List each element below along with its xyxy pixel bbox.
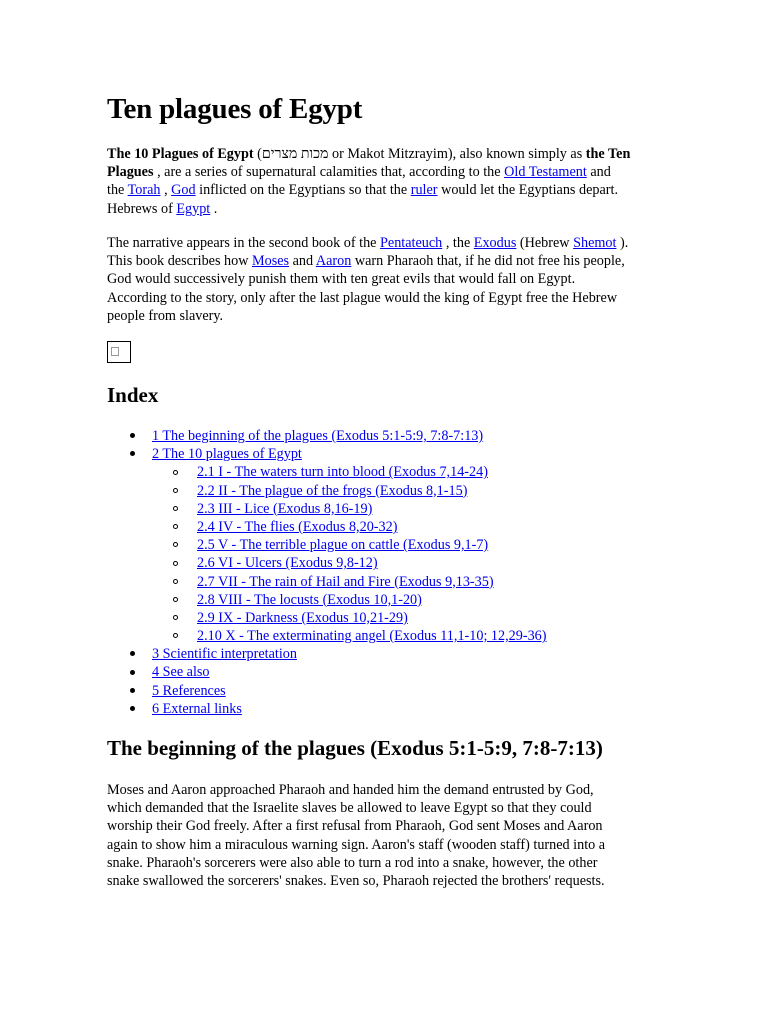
intro-paragraph (107, 145, 630, 218)
toc-link[interactable]: 2.5 V - The terrible plague on cattle (Exodus 9,1-7) (197, 537, 489, 554)
circle-bullet-icon (173, 463, 178, 481)
toc-link[interactable]: 2.1 I - The waters turn into blood (Exodus 7,14-24) (197, 464, 488, 481)
narrative-line: people from slavery. (107, 307, 224, 324)
circle-bullet-icon (173, 518, 178, 536)
table-of-contents (107, 427, 547, 718)
circle-bullet-icon (173, 500, 178, 518)
narrative-paragraph (107, 234, 628, 325)
text: inflicted on the Egyptians so that the (195, 182, 411, 199)
intro-line (107, 145, 630, 163)
text: , are a series of supernatural calamities that, according to the (153, 164, 505, 181)
section-line: worship their God freely. After a first refusal from Pharaoh, God sent Moses and Aaron (107, 818, 603, 835)
toc-item (107, 591, 547, 609)
circle-bullet-icon (173, 554, 178, 572)
narrative-line: According to the story, only after the last plague would the king of Egypt free the Hebrew (107, 289, 618, 306)
toc-link[interactable]: 3 Scientific interpretation (152, 646, 297, 663)
text: (Hebrew (516, 235, 574, 251)
section-heading: The beginning of the plagues (Exodus 5:1-5:9, 7:8-7:13) (107, 736, 603, 760)
toc-item (107, 427, 547, 445)
bold-term: The 10 Plagues of Egypt (107, 146, 254, 162)
toc-item (107, 700, 547, 718)
toc-item (107, 682, 547, 700)
text: the (107, 182, 128, 199)
text: This book describes how (107, 253, 253, 270)
text: and (289, 253, 316, 270)
link-ruler[interactable]: ruler (410, 182, 438, 199)
disc-bullet-icon (130, 663, 135, 681)
disc-bullet-icon (130, 700, 135, 718)
link-old-testament[interactable]: Old Testament (504, 164, 587, 181)
text: and (586, 164, 611, 181)
bold-term: Plagues (107, 164, 154, 181)
link-aaron[interactable]: Aaron (315, 253, 352, 270)
toc-item (107, 500, 547, 518)
hebrew-text: מכות מצרים (261, 146, 329, 162)
text: The narrative appears in the second book of the (107, 235, 381, 251)
toc-link[interactable]: 2.4 IV - The flies (Exodus 8,20-32) (197, 518, 398, 535)
link-moses[interactable]: Moses (252, 253, 290, 270)
toc-link[interactable]: 2.3 III - Lice (Exodus 8,16-19) (197, 500, 373, 517)
link-pentateuch[interactable]: Pentateuch (380, 235, 443, 251)
index-heading: Index (107, 383, 159, 407)
circle-bullet-icon (173, 536, 178, 554)
toc-link[interactable]: 2.9 IX - Darkness (Exodus 10,21-29) (197, 609, 408, 626)
disc-bullet-icon (130, 445, 135, 463)
intro-line (107, 181, 630, 199)
toc-item (107, 445, 547, 463)
section-line: which demanded that the Israelite slaves be allowed to leave Egypt so that they could (107, 800, 592, 817)
toc-item (107, 482, 547, 500)
toc-link[interactable]: 1 The beginning of the plagues (Exodus 5:1-5:9, 7:8-7:13) (152, 428, 484, 444)
page-title: Ten plagues of Egypt (107, 93, 363, 125)
toc-item (107, 573, 547, 591)
section-line: Moses and Aaron approached Pharaoh and handed him the demand entrusted by God, (107, 782, 594, 798)
circle-bullet-icon (173, 627, 178, 645)
toc-item (107, 518, 547, 536)
link-exodus[interactable]: Exodus (473, 235, 517, 251)
toc-item (107, 609, 547, 627)
broken-image-icon (111, 347, 119, 356)
toc-link[interactable]: 5 References (152, 682, 226, 699)
text: ). (616, 235, 629, 251)
link-egypt[interactable]: Egypt (176, 200, 211, 217)
circle-bullet-icon (173, 573, 178, 591)
image-thumbnail[interactable] (107, 341, 131, 363)
text: . (210, 200, 218, 217)
toc-item (107, 645, 547, 663)
text: warn Pharaoh that, if he did not free his people, (351, 253, 625, 270)
section-paragraph (107, 781, 605, 890)
narrative-line (107, 234, 628, 252)
toc-link[interactable]: 2.8 VIII - The locusts (Exodus 10,1-20) (197, 591, 422, 608)
toc-link[interactable]: 6 External links (152, 700, 242, 717)
intro-line (107, 163, 630, 181)
toc-item (107, 554, 547, 572)
toc-item (107, 663, 547, 681)
disc-bullet-icon (130, 682, 135, 700)
circle-bullet-icon (173, 482, 178, 500)
link-shemot[interactable]: Shemot (573, 235, 617, 251)
section-line: snake. Pharaoh's sorcerers were also able to turn a rod into a snake, however, the other (107, 854, 598, 871)
toc-item (107, 463, 547, 481)
toc-link[interactable]: 2.10 X - The exterminating angel (Exodus 11,1-10; 12,29-36) (197, 628, 547, 645)
disc-bullet-icon (130, 645, 135, 663)
toc-link[interactable]: 2.6 VI - Ulcers (Exodus 9,8-12) (197, 555, 378, 572)
text: , the (442, 235, 474, 251)
section-line: snake swallowed the sorcerers' snakes. Even so, Pharaoh rejected the brothers' requests. (107, 873, 605, 890)
circle-bullet-icon (173, 591, 178, 609)
text: Hebrews of (107, 200, 177, 217)
disc-bullet-icon (130, 427, 135, 445)
text: would let the Egyptians depart. (437, 182, 618, 199)
toc-link[interactable]: 2.2 II - The plague of the frogs (Exodus 8,1-15) (197, 482, 468, 499)
text: , (160, 182, 172, 199)
link-god[interactable]: God (171, 182, 196, 199)
text: ( (253, 146, 262, 162)
intro-line (107, 200, 630, 218)
link-torah[interactable]: Torah (127, 182, 161, 199)
bold-term: the Ten (585, 146, 631, 162)
text: or Makot Mitzrayim), also known simply as (328, 146, 586, 162)
narrative-line (107, 252, 628, 270)
toc-link[interactable]: 4 See also (152, 664, 210, 681)
narrative-line: God would successively punish them with ten great evils that would fall on Egypt. (107, 271, 576, 288)
section-line: again to show him a miraculous warning sign. Aaron's staff (wooden staff) turned into a (107, 836, 606, 853)
toc-link[interactable]: 2 The 10 plagues of Egypt (152, 446, 302, 463)
circle-bullet-icon (173, 609, 178, 627)
toc-item (107, 627, 547, 645)
toc-item (107, 536, 547, 554)
toc-link[interactable]: 2.7 VII - The rain of Hail and Fire (Exodus 9,13-35) (197, 573, 494, 590)
